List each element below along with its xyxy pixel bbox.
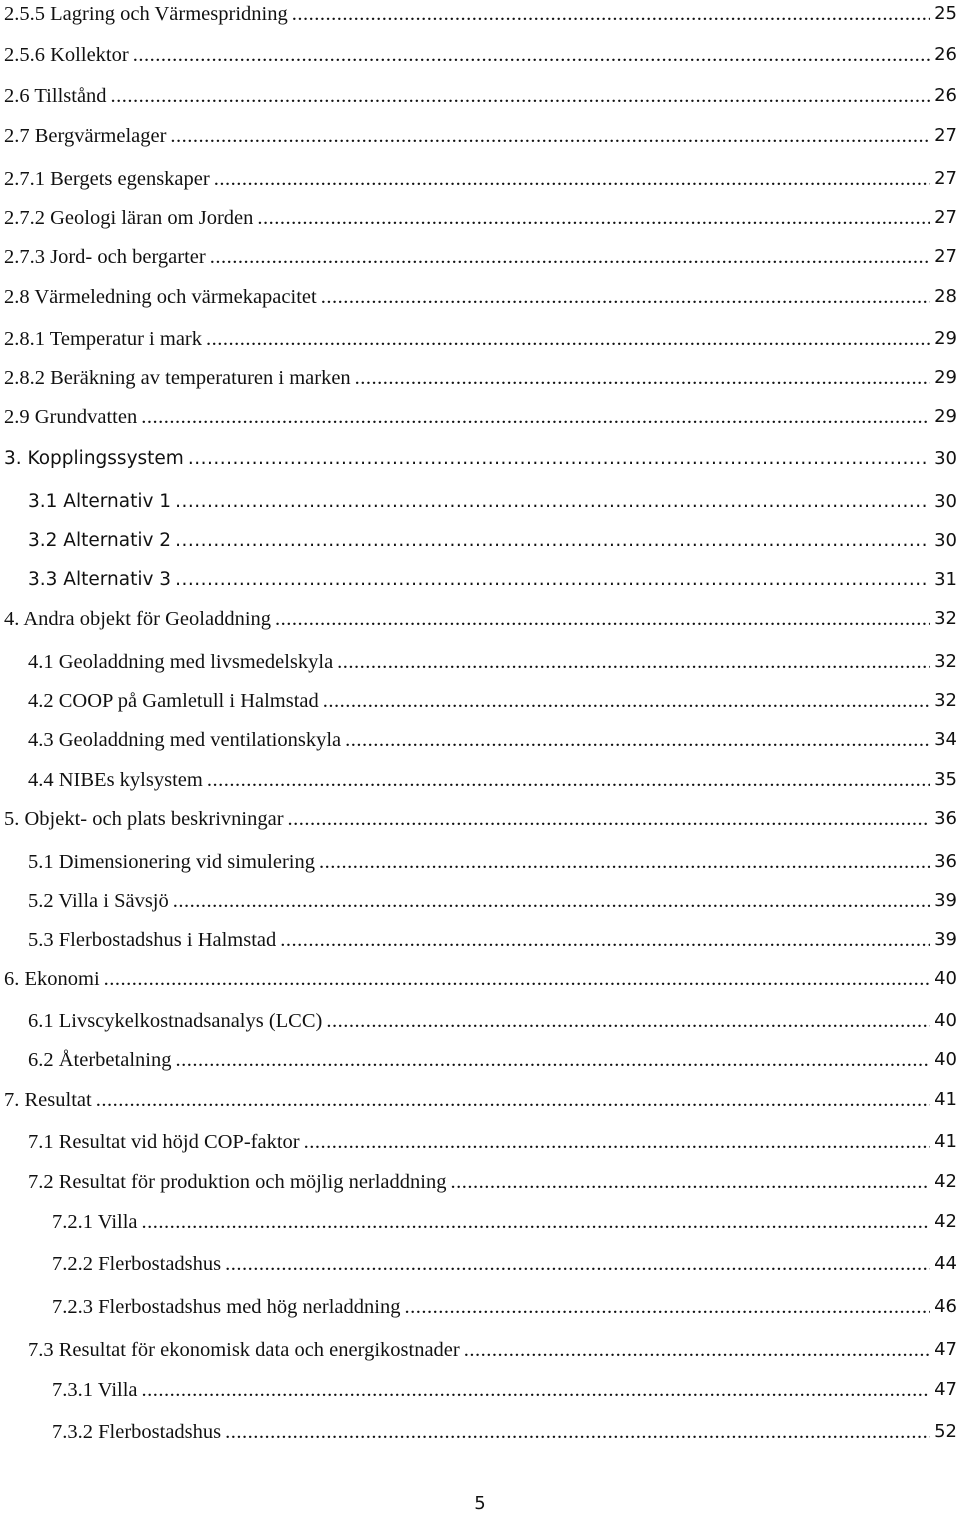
toc-entry-label: 2.7 Bergvärmelager [4, 125, 167, 147]
toc-entry-label: 7.2.3 Flerbostadshus med hög nerladdning [52, 1296, 401, 1318]
toc-dot-leader [188, 447, 930, 471]
toc-entry-label: 2.8.2 Beräkning av temperaturen i marken [4, 367, 351, 389]
toc-dot-leader [292, 2, 930, 26]
toc-entry-label: 3.1 Alternativ 1 [28, 491, 172, 512]
toc-entry-label: 7.3 Resultat för ekonomisk data och energikostnader [28, 1339, 460, 1361]
toc-entry-label: 7.3.1 Villa [52, 1379, 138, 1401]
toc-entry[interactable] [0, 393, 960, 429]
toc-entry[interactable] [0, 955, 960, 991]
toc-entry-page: 36 [934, 808, 957, 829]
toc-entry-page: 35 [934, 769, 957, 790]
toc-entry-page: 27 [934, 125, 957, 146]
toc-entry[interactable] [0, 194, 960, 230]
toc-entry-label: 2.8 Värmeledning och värmekapacitet [4, 286, 317, 308]
toc-dot-leader [173, 889, 930, 913]
toc-entry-page: 34 [934, 729, 957, 750]
toc-entry-label: 6.1 Livscykelkostnadsanalys (LCC) [28, 1010, 323, 1032]
toc-dot-leader [206, 327, 930, 351]
toc-dot-leader [319, 850, 930, 874]
toc-entry[interactable] [0, 517, 960, 553]
toc-entry-page: 27 [934, 207, 957, 228]
toc-entry-page: 40 [934, 1049, 957, 1070]
toc-entry-page: 30 [934, 530, 957, 551]
toc-entry-page: 27 [934, 168, 957, 189]
toc-dot-leader [275, 607, 930, 631]
toc-entry-label: 5.1 Dimensionering vid simulering [28, 851, 315, 873]
toc-entry[interactable] [0, 595, 960, 631]
toc-entry-label: 3. Kopplingssystem [4, 448, 184, 469]
toc-entry[interactable] [0, 756, 960, 792]
toc-dot-leader [450, 1170, 930, 1194]
toc-dot-leader [175, 490, 930, 514]
toc-entry-label: 2.7.3 Jord- och bergarter [4, 246, 206, 268]
toc-entry[interactable] [0, 31, 960, 67]
toc-entry-page: 39 [934, 890, 957, 911]
toc-dot-leader [321, 285, 930, 309]
toc-entry-page: 26 [934, 44, 957, 65]
toc-entry-page: 32 [934, 608, 957, 629]
toc-dot-leader [337, 650, 930, 674]
toc-entry[interactable] [0, 0, 960, 26]
toc-entry[interactable] [0, 1408, 960, 1444]
toc-entry[interactable] [0, 1198, 960, 1234]
toc-entry[interactable] [0, 1158, 960, 1194]
toc-entry[interactable] [0, 997, 960, 1033]
toc-entry-label: 2.9 Grundvatten [4, 406, 138, 428]
toc-entry-page: 40 [934, 968, 957, 989]
toc-dot-leader [464, 1338, 930, 1362]
toc-entry-label: 5.3 Flerbostadshus i Halmstad [28, 929, 277, 951]
toc-dot-leader [326, 1009, 930, 1033]
toc-entry[interactable] [0, 478, 960, 514]
toc-entry-label: 4.1 Geoladdning med livsmedelskyla [28, 651, 334, 673]
toc-dot-leader [404, 1295, 930, 1319]
toc-entry[interactable] [0, 112, 960, 148]
toc-dot-leader [345, 728, 930, 752]
toc-entry-page: 46 [934, 1296, 957, 1317]
toc-entry-label: 2.7.2 Geologi läran om Jorden [4, 207, 254, 229]
toc-entry-label: 6. Ekonomi [4, 968, 100, 990]
page-number: 5 [474, 1493, 486, 1514]
toc-dot-leader [304, 1130, 930, 1154]
toc-entry-label: 7.1 Resultat vid höjd COP-faktor [28, 1131, 300, 1153]
toc-dot-leader [225, 1252, 930, 1276]
toc-entry[interactable] [0, 1118, 960, 1154]
toc-entry-label: 2.5.5 Lagring och Värmespridning [4, 3, 288, 25]
toc-entry-page: 47 [934, 1379, 957, 1400]
toc-entry[interactable] [0, 716, 960, 752]
toc-entry-label: 7.2 Resultat för produktion och möjlig nerladdning [28, 1171, 447, 1193]
toc-entry-page: 32 [934, 690, 957, 711]
toc-entry[interactable] [0, 354, 960, 390]
toc-dot-leader [141, 405, 930, 429]
toc-dot-leader [210, 245, 930, 269]
toc-dot-leader [207, 768, 930, 792]
toc-entry-page: 44 [934, 1253, 957, 1274]
toc-entry-label: 4.2 COOP på Gamletull i Halmstad [28, 690, 319, 712]
toc-entry-page: 42 [934, 1171, 957, 1192]
toc-dot-leader [214, 167, 930, 191]
toc-entry-label: 5.2 Villa i Sävsjö [28, 890, 169, 912]
toc-entry-label: 7. Resultat [4, 1089, 92, 1111]
toc-entry-label: 5. Objekt- och plats beskrivningar [4, 808, 284, 830]
toc-dot-leader [257, 206, 930, 230]
toc-entry-page: 41 [934, 1089, 957, 1110]
toc-dot-leader [96, 1088, 930, 1112]
toc-dot-leader [323, 689, 930, 713]
toc-entry-page: 52 [934, 1421, 957, 1442]
toc-entry-page: 39 [934, 929, 957, 950]
toc-entry-label: 4.3 Geoladdning med ventilationskyla [28, 729, 342, 751]
toc-entry[interactable] [0, 838, 960, 874]
toc-entry-label: 3.3 Alternativ 3 [28, 569, 172, 590]
toc-entry[interactable] [0, 233, 960, 269]
toc-dot-leader [175, 568, 930, 592]
toc-entry[interactable] [0, 1076, 960, 1112]
toc-entry-page: 47 [934, 1339, 957, 1360]
toc-entry[interactable] [0, 1036, 960, 1072]
toc-entry[interactable] [0, 315, 960, 351]
toc-entry-page: 25 [934, 3, 957, 24]
toc-entry-label: 7.2.2 Flerbostadshus [52, 1253, 222, 1275]
toc-entry[interactable] [0, 795, 960, 831]
toc-entry-page: 30 [934, 491, 957, 512]
toc-entry-page: 28 [934, 286, 957, 307]
toc-entry[interactable] [0, 273, 960, 309]
toc-entry-page: 31 [934, 569, 957, 590]
toc-entry-page: 27 [934, 246, 957, 267]
toc-entry[interactable] [0, 1366, 960, 1402]
toc-dot-leader [175, 529, 930, 553]
toc-entry-label: 4. Andra objekt för Geoladdning [4, 608, 272, 630]
toc-entry[interactable] [0, 435, 960, 471]
toc-entry-page: 42 [934, 1211, 957, 1232]
toc-entry[interactable] [0, 155, 960, 191]
toc-entry[interactable] [0, 638, 960, 674]
toc-dot-leader [142, 1210, 931, 1234]
toc-dot-leader [288, 807, 931, 831]
toc-entry-page: 40 [934, 1010, 957, 1031]
toc-entry-label: 2.5.6 Kollektor [4, 44, 129, 66]
toc-entry-label: 7.3.2 Flerbostadshus [52, 1421, 222, 1443]
toc-entry-label: 3.2 Alternativ 2 [28, 530, 172, 551]
toc-entry[interactable] [0, 1326, 960, 1362]
toc-entry-page: 29 [934, 367, 957, 388]
toc-entry-page: 32 [934, 651, 957, 672]
toc-entry[interactable] [0, 1283, 960, 1319]
toc-dot-leader [111, 84, 931, 108]
toc-entry-page: 30 [934, 448, 957, 469]
toc-entry-label: 6.2 Återbetalning [28, 1049, 172, 1071]
toc-entry-page: 36 [934, 851, 957, 872]
toc-entry-page: 29 [934, 328, 957, 349]
toc-entry[interactable] [0, 1240, 960, 1276]
toc-dot-leader [355, 366, 930, 390]
toc-entry[interactable] [0, 72, 960, 108]
toc-dot-leader [104, 967, 930, 991]
toc-dot-leader [170, 124, 930, 148]
toc-entry-label: 2.6 Tillstånd [4, 85, 107, 107]
toc-dot-leader [225, 1420, 930, 1444]
toc-entry[interactable] [0, 556, 960, 592]
toc-dot-leader [175, 1048, 930, 1072]
toc-entry-label: 2.7.1 Bergets egenskaper [4, 168, 210, 190]
toc-entry-label: 2.8.1 Temperatur i mark [4, 328, 203, 350]
toc-entry-label: 7.2.1 Villa [52, 1211, 138, 1233]
toc-dot-leader [142, 1378, 931, 1402]
toc-entry[interactable] [0, 916, 960, 952]
toc-dot-leader [133, 43, 930, 67]
toc-dot-leader [280, 928, 930, 952]
toc-entry-page: 26 [934, 85, 957, 106]
toc-entry-page: 41 [934, 1131, 957, 1152]
toc-entry-label: 4.4 NIBEs kylsystem [28, 769, 203, 791]
toc-entry[interactable] [0, 877, 960, 913]
toc-entry-page: 29 [934, 406, 957, 427]
toc-entry[interactable] [0, 677, 960, 713]
